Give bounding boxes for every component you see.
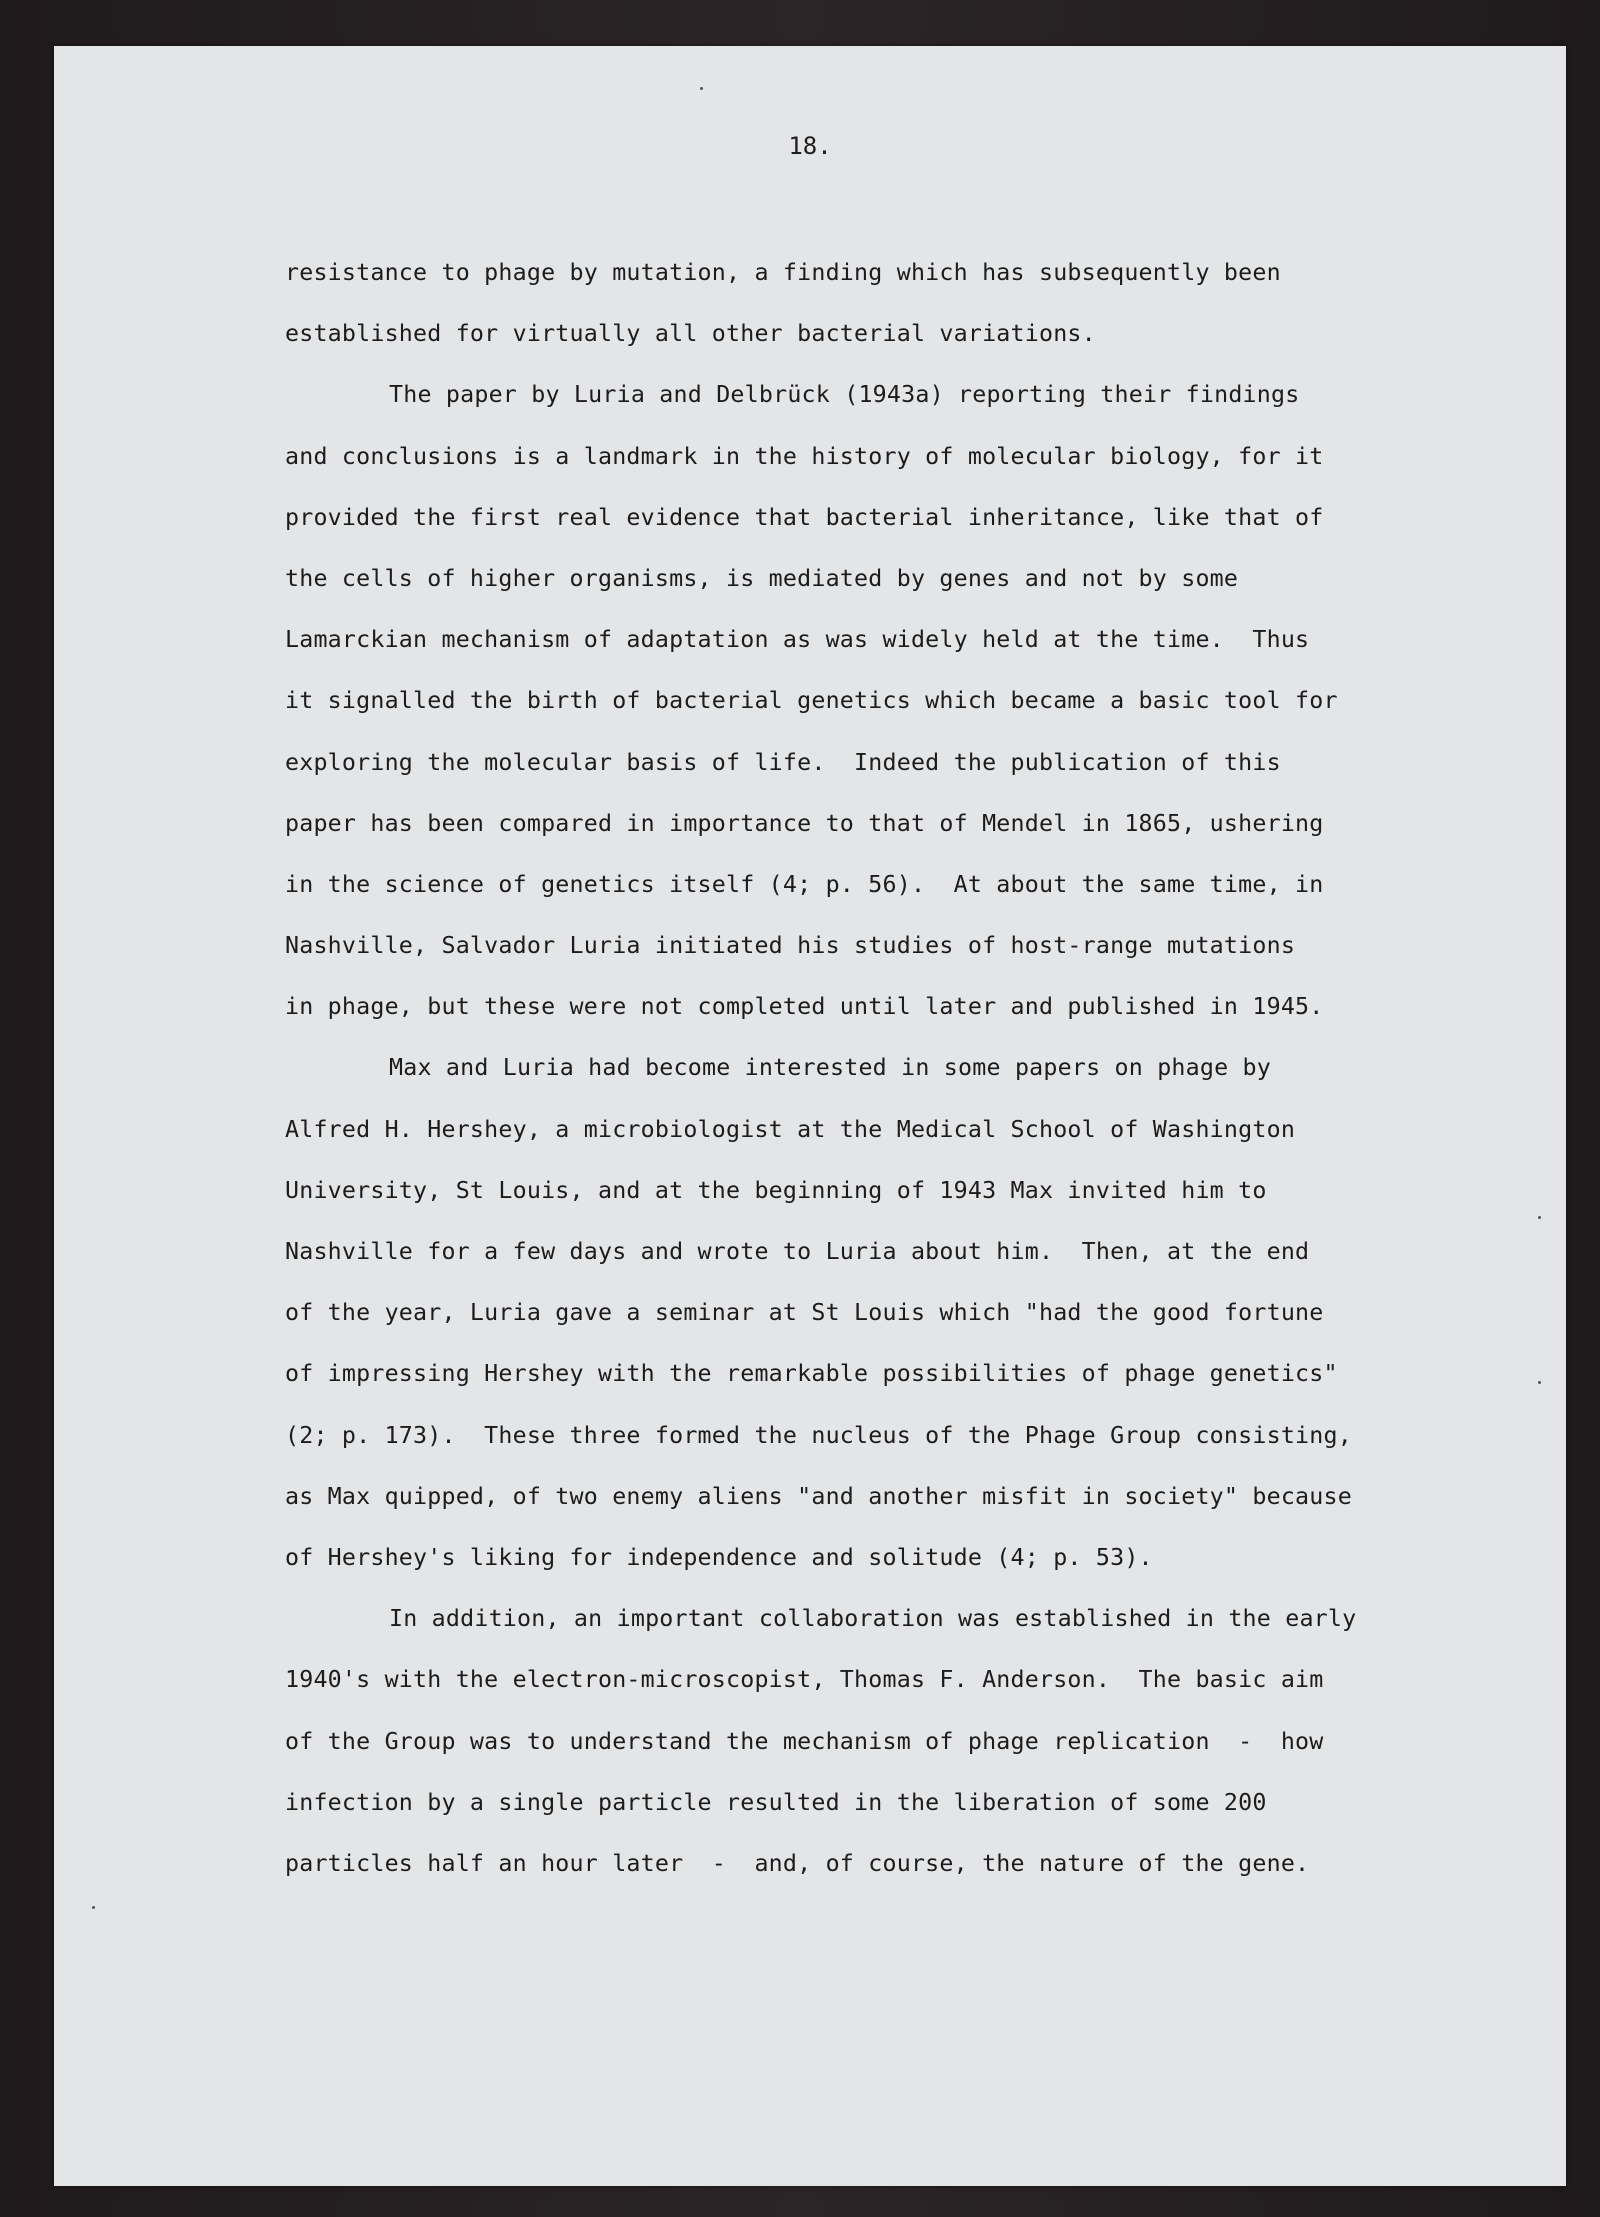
text-line: of the year, Luria gave a seminar at St Louis which "had the good fortune — [285, 1299, 1324, 1327]
text-line: Alfred H. Hershey, a microbiologist at the Medical School of Washington — [285, 1115, 1296, 1143]
text-line: Nashville for a few days and wrote to Luria about him. Then, at the end — [285, 1238, 1310, 1265]
text-line: it signalled the birth of bacterial genetics which became a basic tool for — [285, 687, 1338, 715]
paper-speck — [92, 1906, 95, 1909]
text-line: particles half an hour later - and, of course, the nature of the gene. — [285, 1849, 1310, 1877]
text-line: exploring the molecular basis of life. Indeed the publication of this — [285, 748, 1281, 776]
page-number: 18. — [788, 132, 832, 160]
body-text — [285, 242, 1485, 1894]
text-line: in the science of genetics itself (4; p. 56). At about the same time, in — [285, 870, 1324, 898]
text-line: established for virtually all other bacterial variations. — [285, 320, 1096, 348]
text-line: Nashville, Salvador Luria initiated his studies of host-range mutations — [285, 932, 1296, 960]
text-line: infection by a single particle resulted in the liberation of some 200 — [285, 1788, 1267, 1816]
text-line: provided the first real evidence that bacterial inheritance, like that of — [285, 503, 1324, 531]
text-line: of the Group was to understand the mechanism of phage replication - how — [285, 1727, 1324, 1755]
text-line: 1940's with the electron-microscopist, Thomas F. Anderson. The basic aim — [285, 1666, 1324, 1694]
text-line: as Max quipped, of two enemy aliens "and another misfit in society" because — [285, 1482, 1352, 1510]
text-line: in phage, but these were not completed until later and published in 1945. — [285, 993, 1324, 1021]
text-line: (2; p. 173). These three formed the nucleus of the Phage Group consisting, — [285, 1421, 1352, 1449]
paper-speck — [700, 87, 703, 90]
document-page — [54, 46, 1566, 2186]
text-line: and conclusions is a landmark in the history of molecular biology, for it — [285, 442, 1324, 470]
text-line: resistance to phage by mutation, a finding which has subsequently been — [285, 259, 1281, 286]
text-line: In addition, an important collaboration was established in the early — [389, 1605, 1357, 1633]
text-line: Lamarckian mechanism of adaptation as was widely held at the time. Thus — [285, 626, 1310, 654]
paper-speck — [1538, 1381, 1541, 1384]
text-line: of impressing Hershey with the remarkable possibilities of phage genetics" — [285, 1360, 1338, 1388]
text-line: paper has been compared in importance to that of Mendel in 1865, ushering — [285, 809, 1324, 837]
text-line: The paper by Luria and Delbrück (1943a) reporting their findings — [389, 381, 1300, 409]
paper-speck — [1538, 1216, 1541, 1219]
text-line: Max and Luria had become interested in some papers on phage by — [389, 1054, 1272, 1082]
text-line: University, St Louis, and at the beginning of 1943 Max invited him to — [285, 1176, 1267, 1204]
text-line: the cells of higher organisms, is mediated by genes and not by some — [285, 564, 1239, 592]
text-line: of Hershey's liking for independence and solitude (4; p. 53). — [285, 1543, 1153, 1571]
